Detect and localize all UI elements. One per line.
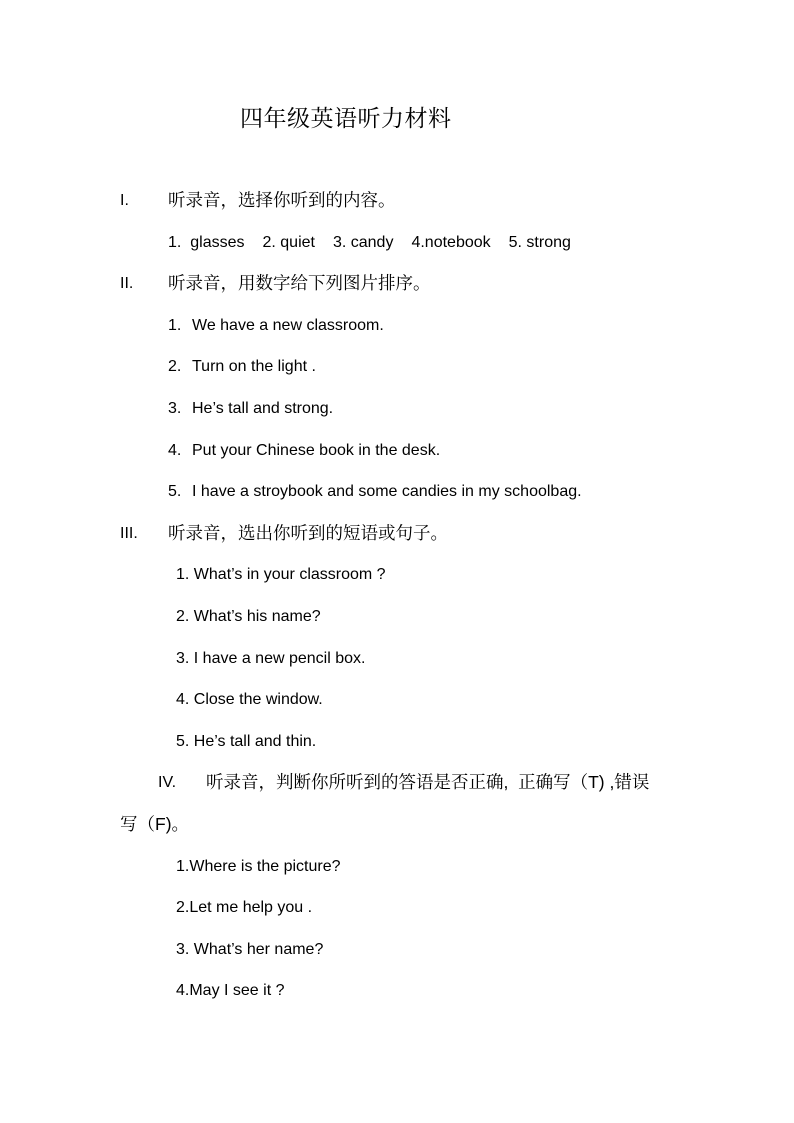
section-4-instruction-line2: 写（F)。	[120, 813, 190, 834]
worksheet-body	[0, 180, 794, 1012]
list-item	[0, 887, 794, 929]
item-text: 3. What’s her name?	[176, 940, 324, 958]
section-3-instruction: 听录音，选出你听到的短语或句子。	[168, 522, 448, 543]
item-text: Turn on the light .	[192, 358, 316, 376]
section-3-header	[0, 513, 794, 555]
item-text: I have a stroybook and some candies in my schoolbag.	[192, 483, 582, 501]
section-2-numeral: II.	[120, 275, 134, 293]
list-item	[0, 305, 794, 347]
section-1-numeral: I.	[120, 192, 129, 209]
list-item	[0, 721, 794, 763]
list-item	[0, 388, 794, 430]
item-number: 4.	[168, 441, 182, 459]
choice-list	[168, 222, 589, 264]
choice-item: 1. glasses	[168, 233, 245, 251]
item-text: 1.Where is the picture?	[176, 857, 341, 875]
list-item	[0, 929, 794, 971]
choice-item: 3. candy	[332, 233, 394, 251]
item-text: 5. He’s tall and thin.	[176, 732, 317, 750]
item-text: 3. I have a new pencil box.	[176, 649, 366, 667]
choice-item: 4.notebook	[411, 233, 491, 251]
list-item	[0, 430, 794, 472]
list-item	[0, 554, 794, 596]
choice-item: 5. strong	[508, 233, 571, 251]
item-text: 4. Close the window.	[176, 691, 323, 709]
list-item	[0, 638, 794, 680]
section-2-header	[0, 263, 794, 305]
list-item	[0, 596, 794, 638]
list-item	[0, 846, 794, 888]
section-4-numeral: IV.	[158, 774, 177, 792]
section-2-instruction: 听录音，用数字给下列图片排序。	[168, 273, 431, 294]
list-item	[0, 471, 794, 513]
item-text: Put your Chinese book in the desk.	[192, 441, 441, 459]
list-item	[0, 679, 794, 721]
section-4-header	[0, 762, 794, 804]
item-text: 4.May I see it ?	[176, 982, 285, 1000]
item-text: We have a new classroom.	[192, 316, 384, 334]
item-text: He’s tall and strong.	[192, 399, 334, 417]
item-text: 2. What’s his name?	[176, 607, 321, 625]
section-4-instruction: 听录音，判断你所听到的答语是否正确, 正确写（T) ,错误	[206, 772, 650, 793]
item-number: 2.	[168, 358, 182, 376]
list-item	[0, 346, 794, 388]
section-1-instruction: 听录音，选择你听到的内容。	[168, 190, 396, 210]
item-number: 5.	[168, 483, 182, 501]
section-3-numeral: III.	[120, 524, 138, 542]
item-number: 1.	[168, 316, 182, 334]
item-number: 3.	[168, 399, 182, 417]
choice-item: 2. quiet	[262, 233, 315, 251]
section-1-choices	[0, 222, 794, 264]
section-4-instruction-continued	[0, 804, 794, 846]
list-item	[0, 970, 794, 1012]
item-text: 2.Let me help you .	[176, 899, 313, 917]
page-title: 四年级英语听力材料	[240, 105, 452, 131]
section-1-header	[0, 180, 794, 222]
item-text: 1. What’s in your classroom ?	[176, 566, 386, 584]
